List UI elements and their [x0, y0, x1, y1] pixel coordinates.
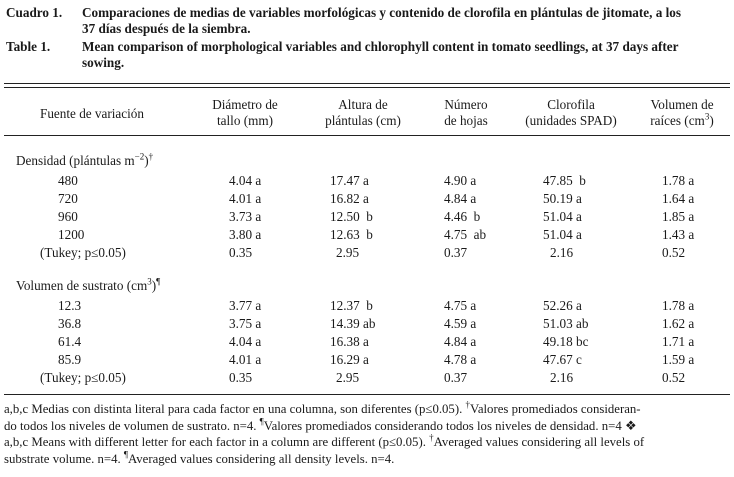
caption-title-en-cont: sowing. — [82, 55, 125, 70]
bottom-rule — [4, 394, 730, 395]
caption-label-en: Table 1. — [6, 39, 51, 54]
footnote-es: a,b,c Medias con distinta literal para cada factor en una columna, son diferentes (p≤0.05). †Valores promediados consideran- do todos los niveles de volumen de sustrato. n=4. ¶Valores promediados considerando todos los niveles de densidad. n=4 ❖ — [4, 399, 641, 433]
col-header-source: Fuente de variación — [40, 106, 144, 121]
caption-title-es-cont: 37 días después de la siembra. — [82, 21, 251, 36]
col-header-leaves: Número de hojas — [444, 97, 488, 128]
col-header-stem: Diámetro de tallo (mm) — [212, 97, 278, 128]
group-title-substrate: Volumen de sustrato $(cm^3)^\P$ — [16, 276, 161, 293]
table-caption-en — [6, 39, 728, 71]
top-rule-double — [4, 87, 730, 88]
table-caption-es — [6, 5, 728, 37]
col-header-chlorophyll: Clorofila (unidades SPAD) — [525, 97, 617, 128]
caption-label-es: Cuadro 1. — [6, 5, 63, 20]
caption-title-en: Mean comparison of morphological variables and chlorophyll content in tomato seedlings, at 37 days after — [82, 39, 679, 54]
col-header-root-volume: Volumen de raíces $(cm^3)$ — [650, 97, 714, 128]
group-title-density: Densidad (plántulas $m^{-2})^\dagger$ — [16, 151, 154, 168]
caption-title-es: Comparaciones de medias de variables morfológicas y contenido de clorofila en plántulas de jitomate, a los — [82, 5, 682, 20]
col-header-height: Altura de plántulas (cm) — [325, 97, 401, 128]
top-rule — [4, 83, 730, 84]
footnote-en: a,b,c Means with different letter for each factor in a column are different (p≤0.05). †Averaged values considering all levels of substrate volume. n=4. ¶Averaged values considering all density levels. n=4. — [4, 432, 645, 466]
header-rule — [4, 135, 730, 136]
